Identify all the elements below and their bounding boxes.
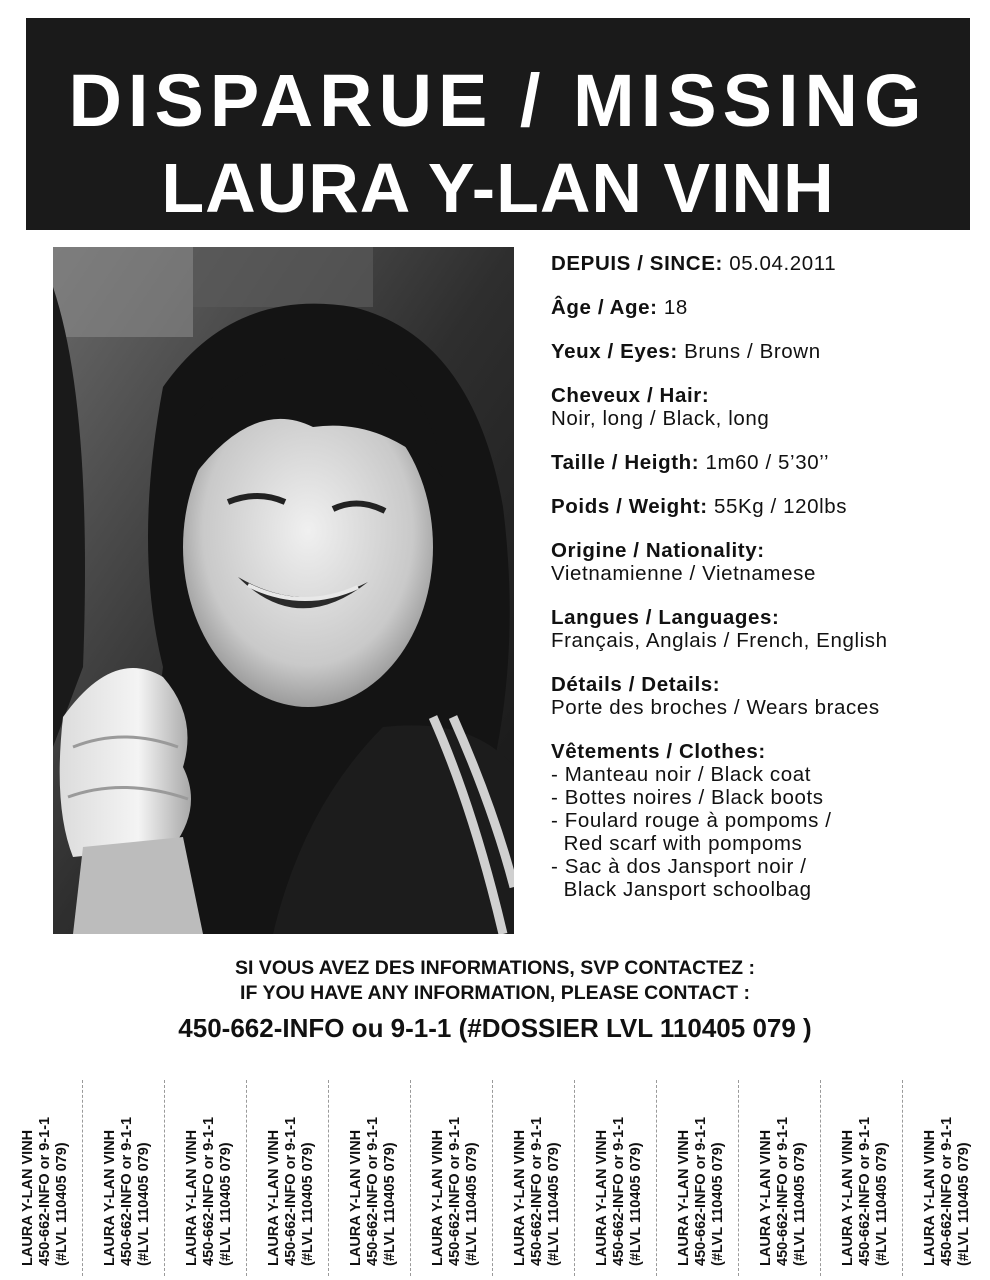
- tab-text: [184, 1076, 235, 1266]
- tab-file: (#LVL 110405 079): [136, 1142, 152, 1266]
- tab-phone: 450-662-INFO or 9-1-1: [939, 1116, 955, 1266]
- tab-name: LAURA Y-LAN VINH: [348, 1129, 364, 1266]
- detail-label: Cheveux / Hair:: [551, 384, 710, 407]
- tab-file: (#LVL 110405 079): [710, 1142, 726, 1266]
- detail-weight: [551, 495, 971, 518]
- detail-details: [551, 673, 971, 719]
- tab-name: LAURA Y-LAN VINH: [840, 1129, 856, 1266]
- tab-name: LAURA Y-LAN VINH: [430, 1129, 446, 1266]
- clothes-item: - Bottes noires / Black boots: [551, 786, 824, 809]
- detail-value: 55Kg / 120lbs: [713, 495, 848, 518]
- tab-text: [348, 1076, 399, 1266]
- tab-separator: [738, 1080, 739, 1276]
- detail-label: Origine / Nationality:: [551, 539, 765, 562]
- clothes-item: Red scarf with pompoms: [551, 832, 803, 855]
- tab-file: (#LVL 110405 079): [628, 1142, 644, 1266]
- tab-separator: [164, 1080, 165, 1276]
- tab-file: (#LVL 110405 079): [54, 1142, 70, 1266]
- contact-request-en: IF YOU HAVE ANY INFORMATION, PLEASE CONTACT :: [240, 982, 750, 1004]
- tab-phone: 450-662-INFO or 9-1-1: [611, 1116, 627, 1266]
- detail-value: 18: [663, 296, 688, 319]
- tear-off-tabs: [0, 1076, 990, 1280]
- detail-value: 1m60 / 5’30’’: [705, 451, 830, 474]
- tab-text: [676, 1076, 727, 1266]
- detail-label: Vêtements / Clothes:: [551, 740, 766, 763]
- tab-phone: 450-662-INFO or 9-1-1: [857, 1116, 873, 1266]
- detail-label: Poids / Weight:: [551, 495, 708, 518]
- tab-phone: 450-662-INFO or 9-1-1: [365, 1116, 381, 1266]
- tear-off-tab[interactable]: [328, 1076, 410, 1280]
- tab-phone: 450-662-INFO or 9-1-1: [201, 1116, 217, 1266]
- tab-text: [20, 1076, 71, 1266]
- detail-value: 05.04.2011: [729, 252, 837, 275]
- tab-text: [102, 1076, 153, 1266]
- tab-separator: [820, 1080, 821, 1276]
- tab-phone: 450-662-INFO or 9-1-1: [283, 1116, 299, 1266]
- detail-clothes: [551, 740, 971, 901]
- detail-label: Langues / Languages:: [551, 606, 780, 629]
- missing-banner: [26, 18, 970, 230]
- missing-person-name: LAURA Y-LAN VINH: [161, 149, 835, 227]
- tab-file: (#LVL 110405 079): [546, 1142, 562, 1266]
- tear-off-tab[interactable]: [902, 1076, 984, 1280]
- tab-separator: [902, 1080, 903, 1276]
- portrait-photo-illustration: [53, 247, 514, 934]
- contact-request-fr: SI VOUS AVEZ DES INFORMATIONS, SVP CONTACTEZ :: [234, 957, 756, 979]
- clothes-item: Black Jansport schoolbag: [551, 878, 812, 901]
- detail-value: Vietnamienne / Vietnamese: [551, 562, 816, 585]
- detail-nationality: [551, 539, 971, 585]
- tear-off-tab[interactable]: [0, 1076, 82, 1280]
- tab-file: (#LVL 110405 079): [300, 1142, 316, 1266]
- tab-file: (#LVL 110405 079): [874, 1142, 890, 1266]
- tab-phone: 450-662-INFO or 9-1-1: [447, 1116, 463, 1266]
- detail-label: DEPUIS / SINCE:: [551, 252, 723, 275]
- detail-height: [551, 451, 971, 474]
- tab-separator: [410, 1080, 411, 1276]
- tab-phone: 450-662-INFO or 9-1-1: [119, 1116, 135, 1266]
- tab-name: LAURA Y-LAN VINH: [594, 1129, 610, 1266]
- detail-age: [551, 296, 971, 319]
- tear-off-tab[interactable]: [656, 1076, 738, 1280]
- tab-file: (#LVL 110405 079): [956, 1142, 972, 1266]
- tear-off-tab[interactable]: [410, 1076, 492, 1280]
- tear-off-tab[interactable]: [82, 1076, 164, 1280]
- clothes-item: - Sac à dos Jansport noir /: [551, 855, 807, 878]
- tab-separator: [492, 1080, 493, 1276]
- detail-value: Noir, long / Black, long: [551, 407, 770, 430]
- tear-off-tab[interactable]: [574, 1076, 656, 1280]
- tab-phone: 450-662-INFO or 9-1-1: [693, 1116, 709, 1266]
- tab-separator: [656, 1080, 657, 1276]
- tab-text: [840, 1076, 891, 1266]
- detail-label: Taille / Heigth:: [551, 451, 700, 474]
- tear-off-tab[interactable]: [246, 1076, 328, 1280]
- tab-phone: 450-662-INFO or 9-1-1: [37, 1116, 53, 1266]
- detail-label: Âge / Age:: [551, 296, 658, 319]
- portrait-photo: [53, 247, 514, 934]
- clothes-item: - Foulard rouge à pompoms /: [551, 809, 832, 832]
- tab-separator: [246, 1080, 247, 1276]
- tab-phone: 450-662-INFO or 9-1-1: [775, 1116, 791, 1266]
- detail-eyes: [551, 340, 971, 363]
- detail-value: Porte des broches / Wears braces: [551, 696, 880, 719]
- tab-name: LAURA Y-LAN VINH: [512, 1129, 528, 1266]
- tab-name: LAURA Y-LAN VINH: [102, 1129, 118, 1266]
- tab-name: LAURA Y-LAN VINH: [758, 1129, 774, 1266]
- tear-off-tab[interactable]: [492, 1076, 574, 1280]
- tab-name: LAURA Y-LAN VINH: [184, 1129, 200, 1266]
- tab-separator: [574, 1080, 575, 1276]
- detail-value: Français, Anglais / French, English: [551, 629, 888, 652]
- tab-text: [266, 1076, 317, 1266]
- tab-file: (#LVL 110405 079): [464, 1142, 480, 1266]
- detail-since: [551, 252, 971, 275]
- tab-text: [430, 1076, 481, 1266]
- person-details: [551, 252, 971, 922]
- detail-value: Bruns / Brown: [684, 340, 821, 363]
- tab-separator: [328, 1080, 329, 1276]
- tab-phone: 450-662-INFO or 9-1-1: [529, 1116, 545, 1266]
- tear-off-tab[interactable]: [738, 1076, 820, 1280]
- banner-title: DISPARUE / MISSING: [68, 59, 928, 142]
- tab-separator: [82, 1080, 83, 1276]
- detail-label: Détails / Details:: [551, 673, 721, 696]
- tab-name: LAURA Y-LAN VINH: [266, 1129, 282, 1266]
- tab-name: LAURA Y-LAN VINH: [20, 1129, 36, 1266]
- tab-text: [512, 1076, 563, 1266]
- detail-languages: [551, 606, 971, 652]
- tear-off-tab[interactable]: [164, 1076, 246, 1280]
- tab-text: [594, 1076, 645, 1266]
- tear-off-tab[interactable]: [820, 1076, 902, 1280]
- tab-file: (#LVL 110405 079): [792, 1142, 808, 1266]
- detail-label: Yeux / Eyes:: [551, 340, 678, 363]
- tab-file: (#LVL 110405 079): [218, 1142, 234, 1266]
- contact-phone-numbers: 450-662-INFO ou 9-1-1 (#DOSSIER LVL 110405 079 ): [178, 1013, 812, 1043]
- tab-name: LAURA Y-LAN VINH: [922, 1129, 938, 1266]
- clothes-item: - Manteau noir / Black coat: [551, 763, 812, 786]
- detail-hair: [551, 384, 971, 430]
- tab-text: [922, 1076, 973, 1266]
- tab-name: LAURA Y-LAN VINH: [676, 1129, 692, 1266]
- tab-text: [758, 1076, 809, 1266]
- tab-file: (#LVL 110405 079): [382, 1142, 398, 1266]
